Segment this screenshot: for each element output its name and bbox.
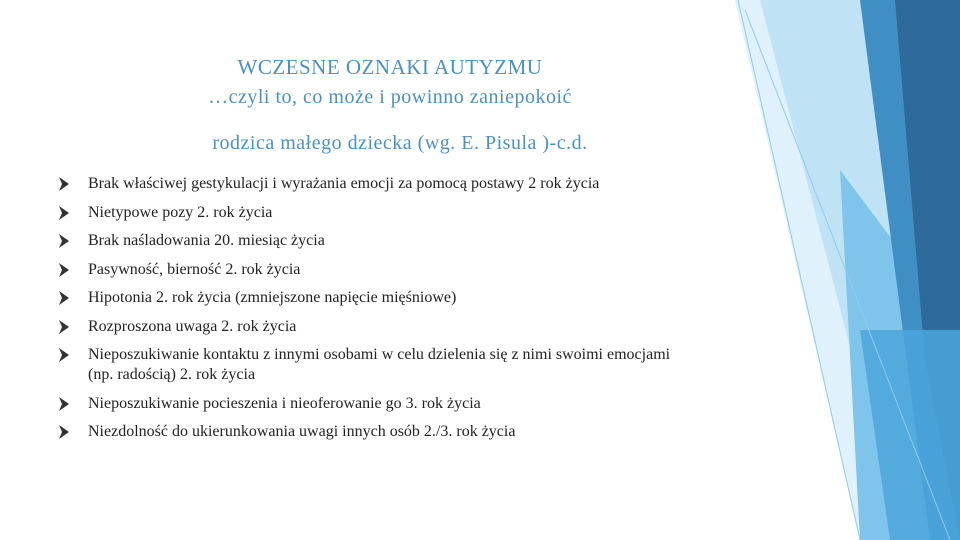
arrowhead-bullet-icon [58, 262, 70, 278]
deco-light-shape [760, 0, 960, 540]
list-item [58, 394, 698, 414]
arrowhead-bullet-icon [58, 176, 70, 192]
title-line-1: WCZESNE OZNAKI AUTYZMU [237, 55, 543, 79]
bullet-text: Hipotonia 2. rok życia (zmniejszone napięcie mięśniowe) [88, 289, 457, 306]
list-item [58, 317, 698, 337]
bullet-text: Rozproszona uwaga 2. rok życia [88, 317, 297, 335]
list-item [58, 345, 698, 385]
list-item [58, 422, 698, 442]
list-item [58, 288, 698, 308]
bullet-text: Niezdolność do ukierunkowania uwagi innych osób 2./3. rok życia [88, 423, 516, 440]
arrowhead-bullet-icon [58, 424, 70, 440]
bullet-text: Nieposzukiwanie pocieszenia i nieoferowanie go 3. rok życia [88, 394, 481, 412]
deco-light-triangle [840, 170, 960, 540]
bullet-text: Nieposzukiwanie kontaktu z innymi osobami w celu dzielenia się z nimi swoimi emocjami (np. radością) 2. rok życia [88, 346, 671, 383]
deco-dark-shape [895, 0, 960, 540]
slide-title [0, 52, 780, 158]
list-item [58, 231, 698, 251]
deco-mid-shape [860, 0, 960, 540]
deco-lower-triangle [860, 330, 960, 540]
title-line-2: …czyli to, co może i powinno zaniepokoić [208, 86, 572, 108]
list-item [58, 260, 698, 280]
arrowhead-bullet-icon [58, 347, 70, 363]
list-item [58, 174, 698, 194]
bullet-text: Brak właściwej gestykulacji i wyrażania emocji za pomocą postawy 2 rok życia [88, 175, 600, 192]
arrowhead-bullet-icon [58, 396, 70, 412]
bullet-text: Pasywność, bierność 2. rok życia [88, 260, 301, 278]
arrowhead-bullet-icon [58, 319, 70, 335]
list-item [58, 203, 698, 223]
title-line-3: rodzica małego dziecka (wg. E. Pisula )-c.d. [212, 132, 588, 154]
arrowhead-bullet-icon [58, 290, 70, 306]
bullet-list [58, 174, 698, 451]
bullet-text: Brak naśladowania 20. miesiąc życia [88, 232, 325, 249]
bullet-text: Nietypowe pozy 2. rok życia [88, 203, 273, 221]
arrowhead-bullet-icon [58, 205, 70, 221]
arrowhead-bullet-icon [58, 233, 70, 249]
